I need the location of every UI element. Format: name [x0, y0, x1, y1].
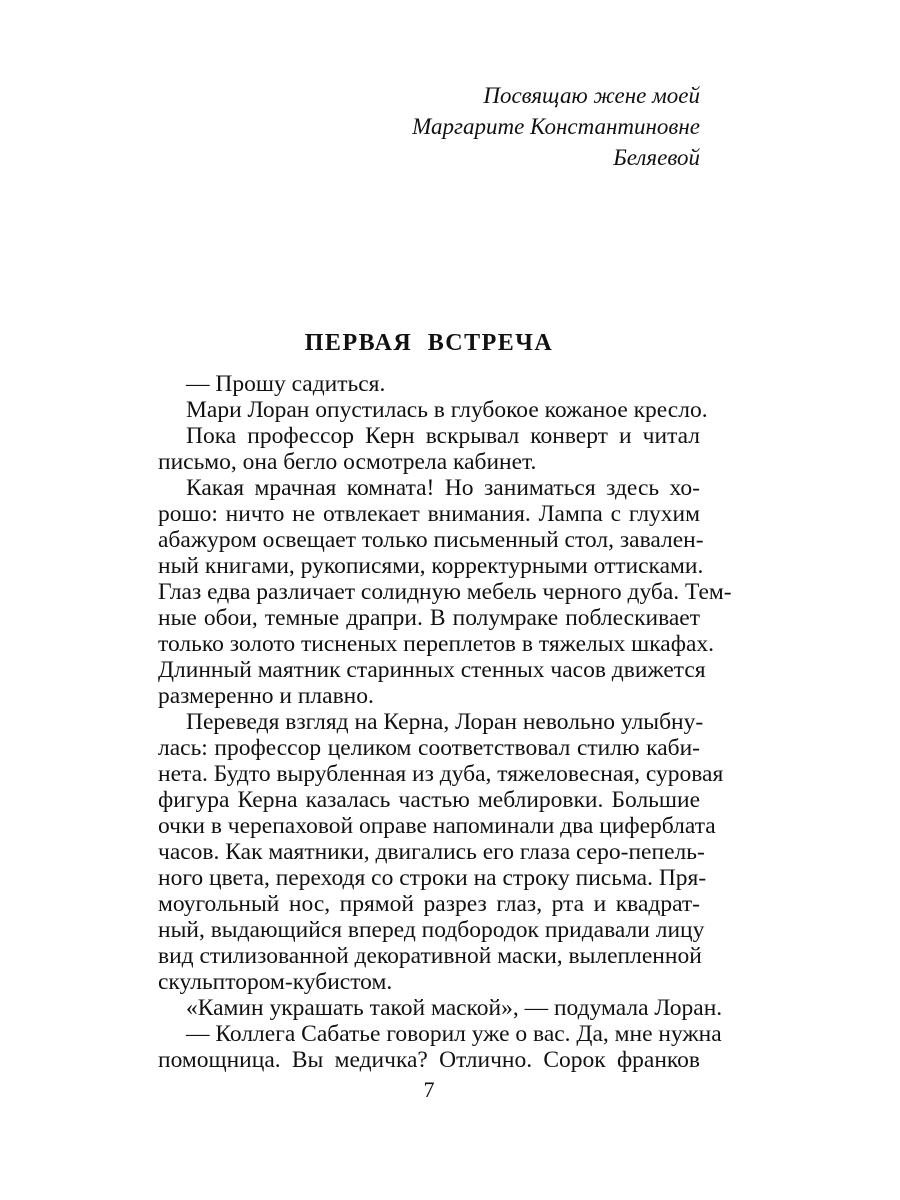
text-line: нета. Будто вырубленная из дуба, тяжеловесная, суровая: [158, 761, 724, 787]
text-line: скульптором-кубистом.: [158, 969, 393, 995]
text-line: только золото тисненых переплетов в тяжелых шкафах.: [158, 631, 715, 657]
dedication-line: Беляевой: [613, 145, 700, 170]
dedication: [412, 80, 700, 173]
text-line: Глаз едва различает солидную мебель черного дуба. Тем-: [158, 579, 732, 605]
text-line: письмо, она бегло осмотрела кабинет.: [158, 449, 537, 475]
text-line: «Камин украшать такой маской», — подумала Лоран.: [186, 995, 723, 1021]
text-line: ный книгами, рукописями, корректурными оттисками.: [158, 553, 704, 579]
text-line: Длинный маятник старинных стенных часов движется: [158, 657, 706, 683]
text-line: фигура Керна казалась частью меблировки. Большие: [158, 787, 700, 813]
text-line: часов. Как маятники, двигались его глаза серо-пепель-: [158, 839, 705, 865]
text-line: моугольный нос, прямой разрез глаз, рта и квадрат-: [158, 891, 700, 917]
text-line: Мари Лоран опустилась в глубокое кожаное кресло.: [186, 397, 708, 423]
text-line: Пока профессор Керн вскрывал конверт и читал: [186, 423, 700, 449]
text-line: вид стилизованной декоративной маски, вылепленной: [158, 943, 702, 969]
text-line: очки в черепаховой оправе напоминали два циферблата: [158, 813, 716, 839]
text-line: абажуром освещает только письменный стол, завален-: [158, 527, 704, 553]
dedication-line: Маргарите Константиновне: [412, 114, 700, 139]
text-line: лась: профессор целиком соответствовал стилю каби-: [158, 735, 700, 761]
text-line: Какая мрачная комната! Но заниматься здесь хо-: [186, 475, 700, 501]
text-line: помощница. Вы медичка? Отлично. Сорок франков: [158, 1047, 700, 1073]
text-line: ные обои, темные драпри. В полумраке поблескивает: [158, 605, 700, 631]
chapter-title: ПЕРВАЯ ВСТРЕЧА: [304, 330, 554, 356]
text-line: — Коллега Сабатье говорил уже о вас. Да, мне нужна: [186, 1021, 722, 1047]
dedication-line: Посвящаю жене моей: [483, 83, 700, 108]
text-line: Переведя взгляд на Керна, Лоран невольно улыбну-: [186, 709, 704, 735]
page-number: 7: [423, 1077, 435, 1102]
text-line: рошо: ничто не отвлекает внимания. Лампа с глухим: [158, 501, 700, 527]
text-line: ный, выдающийся вперед подбородок придавали лицу: [158, 917, 705, 943]
text-line: размеренно и плавно.: [158, 683, 374, 709]
text-line: — Прошу садиться.: [186, 371, 386, 397]
text-line: ного цвета, переходя со строки на строку письма. Пря-: [158, 865, 707, 891]
